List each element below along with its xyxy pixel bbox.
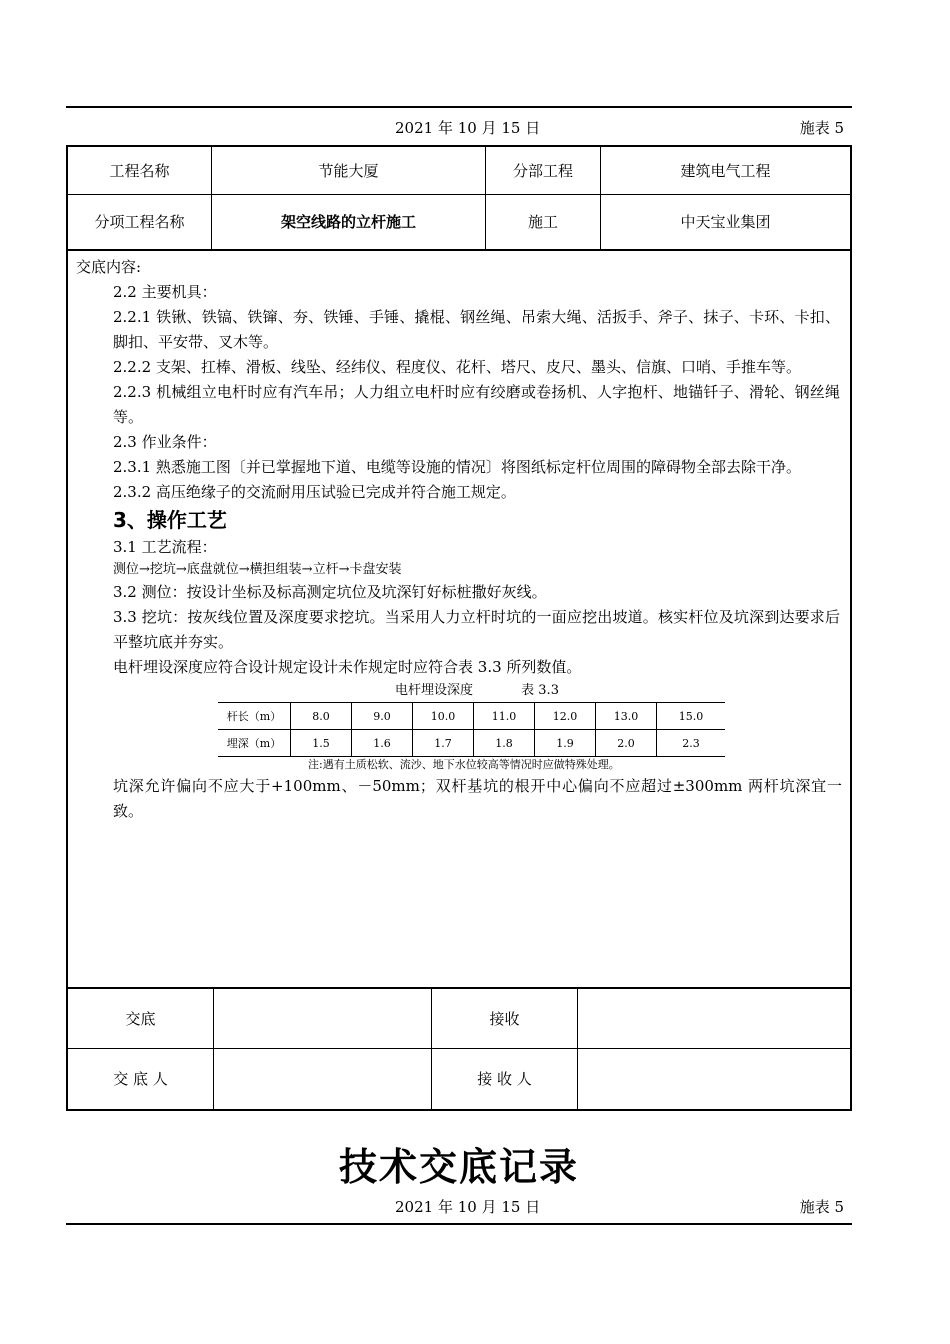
handover-label: 交底 bbox=[67, 988, 214, 1048]
signoff-table bbox=[66, 987, 852, 1111]
section-2-3-1: 2.3.1 熟悉施工图〔并已掌握地下道、电缆等设施的情况〕将图纸标定杆位周围的障碍物全部去除干净。 bbox=[113, 458, 801, 476]
section-3-heading: 3、操作工艺 bbox=[113, 508, 227, 532]
top-rule bbox=[66, 106, 852, 108]
table-cell: 10.0 bbox=[413, 703, 474, 730]
table-cell: 1.5 bbox=[291, 730, 352, 757]
depth-table-caption bbox=[395, 680, 850, 702]
table-cell: 8.0 bbox=[291, 703, 352, 730]
table-cell: 15.0 bbox=[657, 703, 726, 730]
table-cell: 11.0 bbox=[474, 703, 535, 730]
table-cell: 13.0 bbox=[596, 703, 657, 730]
receive-person-field[interactable] bbox=[578, 1048, 852, 1110]
table-cell: 12.0 bbox=[535, 703, 596, 730]
section-2-2-2: 2.2.2 支架、扛棒、滑板、线坠、经纬仪、程度仪、花杆、塔尺、皮尺、墨头、信旗、口哨、手推车等。 bbox=[113, 358, 801, 376]
project-info-table bbox=[66, 145, 852, 251]
section-3-1: 3.1 工艺流程： bbox=[113, 538, 217, 556]
table-cell: 1.8 bbox=[474, 730, 535, 757]
section-2-2-3: 2.2.3 机械组立电杆时应有汽车吊；人力组立电杆时应有绞磨或卷扬机、人字抱杆、地锚钎子、滑轮、钢丝绳等。 bbox=[113, 383, 840, 426]
depth-table-note: 注:遇有土质松软、流沙、地下水位较高等情况时应做特殊处理。 bbox=[308, 758, 620, 771]
intro-label: 交底内容: bbox=[76, 258, 142, 276]
table-cell: 2.0 bbox=[596, 730, 657, 757]
section-2-3-2: 2.3.2 高压绝缘子的交流耐用压试验已完成并符合施工规定。 bbox=[113, 483, 516, 501]
briefing-content bbox=[66, 249, 852, 987]
header-form-number: 施表 5 bbox=[799, 119, 844, 137]
table-cell: 1.7 bbox=[413, 730, 474, 757]
depth-table-title: 电杆埋设深度 bbox=[395, 683, 474, 698]
division-value: 建筑电气工程 bbox=[601, 146, 852, 194]
subitem-label: 分项工程名称 bbox=[67, 194, 212, 250]
receive-person-label: 接 收 人 bbox=[432, 1048, 578, 1110]
depth-table-number: 表 3.3 bbox=[521, 683, 559, 698]
project-name-label: 工程名称 bbox=[67, 146, 212, 194]
table-cell: 1.9 bbox=[535, 730, 596, 757]
section-3-2: 3.2 测位：按设计坐标及标高测定坑位及坑深钉好标桩撒好灰线。 bbox=[113, 583, 547, 601]
page-title: 技术交底记录 bbox=[338, 1145, 579, 1189]
next-header-date: 2021 年 10 月 15 日 bbox=[395, 1198, 541, 1216]
handover-person-field[interactable] bbox=[214, 1048, 432, 1110]
construction-label: 施工 bbox=[486, 194, 601, 250]
section-3-3: 3.3 挖坑：按灰线位置及深度要求挖坑。当采用人力立杆时坑的一面应挖出坡道。核实杆位及坑深到达要求后平整坑底并夯实。 bbox=[113, 608, 840, 651]
depth-requirement: 电杆埋设深度应符合设计规定设计未作规定时应符合表 3.3 所列数值。 bbox=[113, 658, 582, 676]
section-2-3: 2.3 作业条件： bbox=[113, 433, 217, 451]
process-flow: 测位→挖坑→底盘就位→横担组装→立杆→卡盘安装 bbox=[113, 562, 402, 577]
construction-value: 中天宝业集团 bbox=[601, 194, 852, 250]
receive-label: 接收 bbox=[432, 988, 578, 1048]
subitem-value: 架空线路的立杆施工 bbox=[212, 194, 486, 250]
table-row bbox=[218, 703, 725, 730]
table-cell: 9.0 bbox=[352, 703, 413, 730]
handover-person-label: 交 底 人 bbox=[67, 1048, 214, 1110]
burial-depth-label: 埋深（m） bbox=[218, 730, 291, 757]
header-date: 2021 年 10 月 15 日 bbox=[395, 119, 541, 137]
next-header-form-number: 施表 5 bbox=[799, 1198, 844, 1216]
table-cell: 2.3 bbox=[657, 730, 726, 757]
handover-field[interactable] bbox=[214, 988, 432, 1048]
section-2-2-1: 2.2.1 铁锹、铁镐、铁镩、夯、铁锤、手锤、撬棍、钢丝绳、吊索大绳、活扳手、斧子、抹子、卡环、卡扣、脚扣、平安带、叉木等。 bbox=[113, 308, 840, 351]
division-label: 分部工程 bbox=[486, 146, 601, 194]
pole-length-label: 杆长（m） bbox=[218, 703, 291, 730]
section-2-2: 2.2 主要机具： bbox=[113, 283, 217, 301]
pit-depth-tolerance: 坑深允许偏向不应大于+100mm、－50mm；双杆基坑的根开中心偏向不应超过±300mm 两杆坑深宜一致。 bbox=[113, 777, 842, 820]
project-name-value: 节能大厦 bbox=[212, 146, 486, 194]
bottom-rule bbox=[66, 1223, 852, 1225]
table-row bbox=[218, 730, 725, 757]
depth-table bbox=[218, 702, 725, 757]
receive-field[interactable] bbox=[578, 988, 852, 1048]
table-cell: 1.6 bbox=[352, 730, 413, 757]
